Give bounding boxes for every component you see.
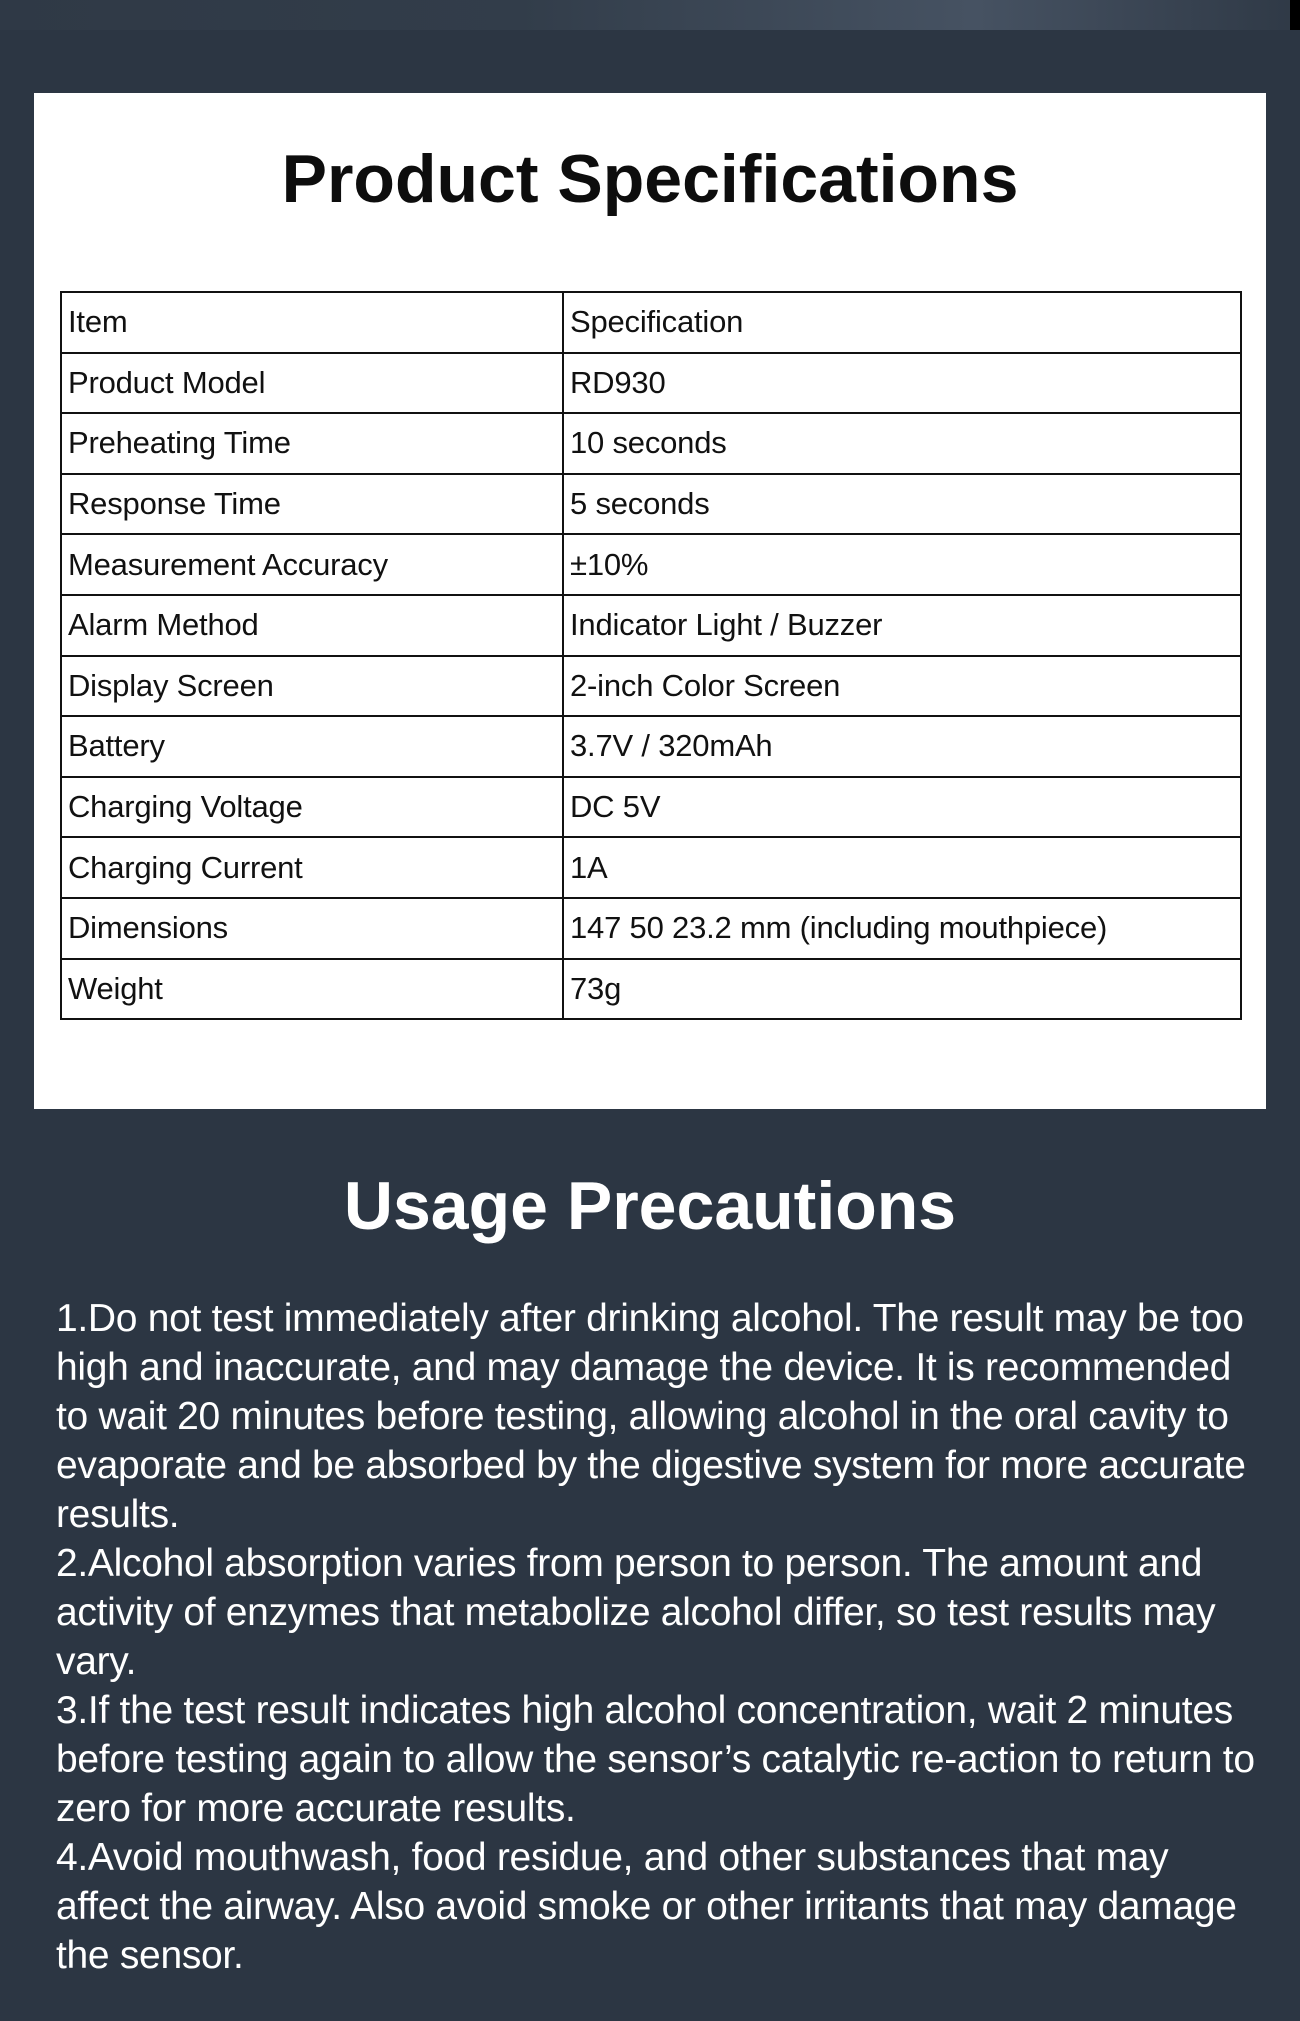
row-spec: 73g — [563, 959, 1241, 1020]
table-row — [61, 898, 1241, 959]
row-item: Alarm Method — [61, 595, 563, 656]
row-item: Charging Voltage — [61, 777, 563, 838]
row-spec: 2-inch Color Screen — [563, 656, 1241, 717]
precaution-item: 4.Avoid mouthwash, food residue, and other substances that may affect the airway. Also avoid smoke or other irritants that may damage the sensor. — [56, 1836, 1237, 1977]
row-item: Response Time — [61, 474, 563, 535]
table-row — [61, 777, 1241, 838]
usage-title: Usage Precautions — [343, 1168, 957, 1244]
table-row — [61, 837, 1241, 898]
row-item: Measurement Accuracy — [61, 534, 563, 595]
row-item: Display Screen — [61, 656, 563, 717]
row-spec: 147 50 23.2 mm (including mouthpiece) — [563, 898, 1241, 959]
precaution-item: 1.Do not test immediately after drinking alcohol. The result may be too high and inaccurate, and may damage the device. It is recommended to wait 20 minutes before testing, allowing alcohol in the oral cavity to evaporate and be absorbed by the digestive system for more accurate results. — [56, 1297, 1246, 1536]
table-row — [61, 413, 1241, 474]
row-spec: RD930 — [563, 353, 1241, 414]
row-item: Preheating Time — [61, 413, 563, 474]
row-item: Product Model — [61, 353, 563, 414]
table-row — [61, 716, 1241, 777]
top-banner-strip — [0, 0, 1300, 30]
row-spec: DC 5V — [563, 777, 1241, 838]
top-banner-edge — [1290, 0, 1300, 30]
table-row — [61, 656, 1241, 717]
usage-precautions-list — [56, 1294, 1256, 1980]
row-spec: 10 seconds — [563, 413, 1241, 474]
table-row — [61, 595, 1241, 656]
header-spec: Specification — [563, 292, 1241, 353]
table-row — [61, 474, 1241, 535]
row-item: Dimensions — [61, 898, 563, 959]
table-row — [61, 534, 1241, 595]
row-item: Weight — [61, 959, 563, 1020]
table-header-row — [61, 292, 1241, 353]
precaution-item: 3.If the test result indicates high alcohol concentration, wait 2 minutes before testing again to allow the sensor’s catalytic re-action to return to zero for more accurate results. — [56, 1689, 1255, 1830]
precaution-item: 2.Alcohol absorption varies from person to person. The amount and activity of enzymes that metabolize alcohol differ, so test results may vary. — [56, 1542, 1216, 1683]
table-row — [61, 959, 1241, 1020]
row-item: Charging Current — [61, 837, 563, 898]
row-spec: 3.7V / 320mAh — [563, 716, 1241, 777]
row-item: Battery — [61, 716, 563, 777]
spec-table — [60, 291, 1242, 1020]
row-spec: 5 seconds — [563, 474, 1241, 535]
row-spec: ±10% — [563, 534, 1241, 595]
row-spec: Indicator Light / Buzzer — [563, 595, 1241, 656]
row-spec: 1A — [563, 837, 1241, 898]
header-item: Item — [61, 292, 563, 353]
spec-title: Product Specifications — [281, 141, 1019, 217]
table-row — [61, 353, 1241, 414]
